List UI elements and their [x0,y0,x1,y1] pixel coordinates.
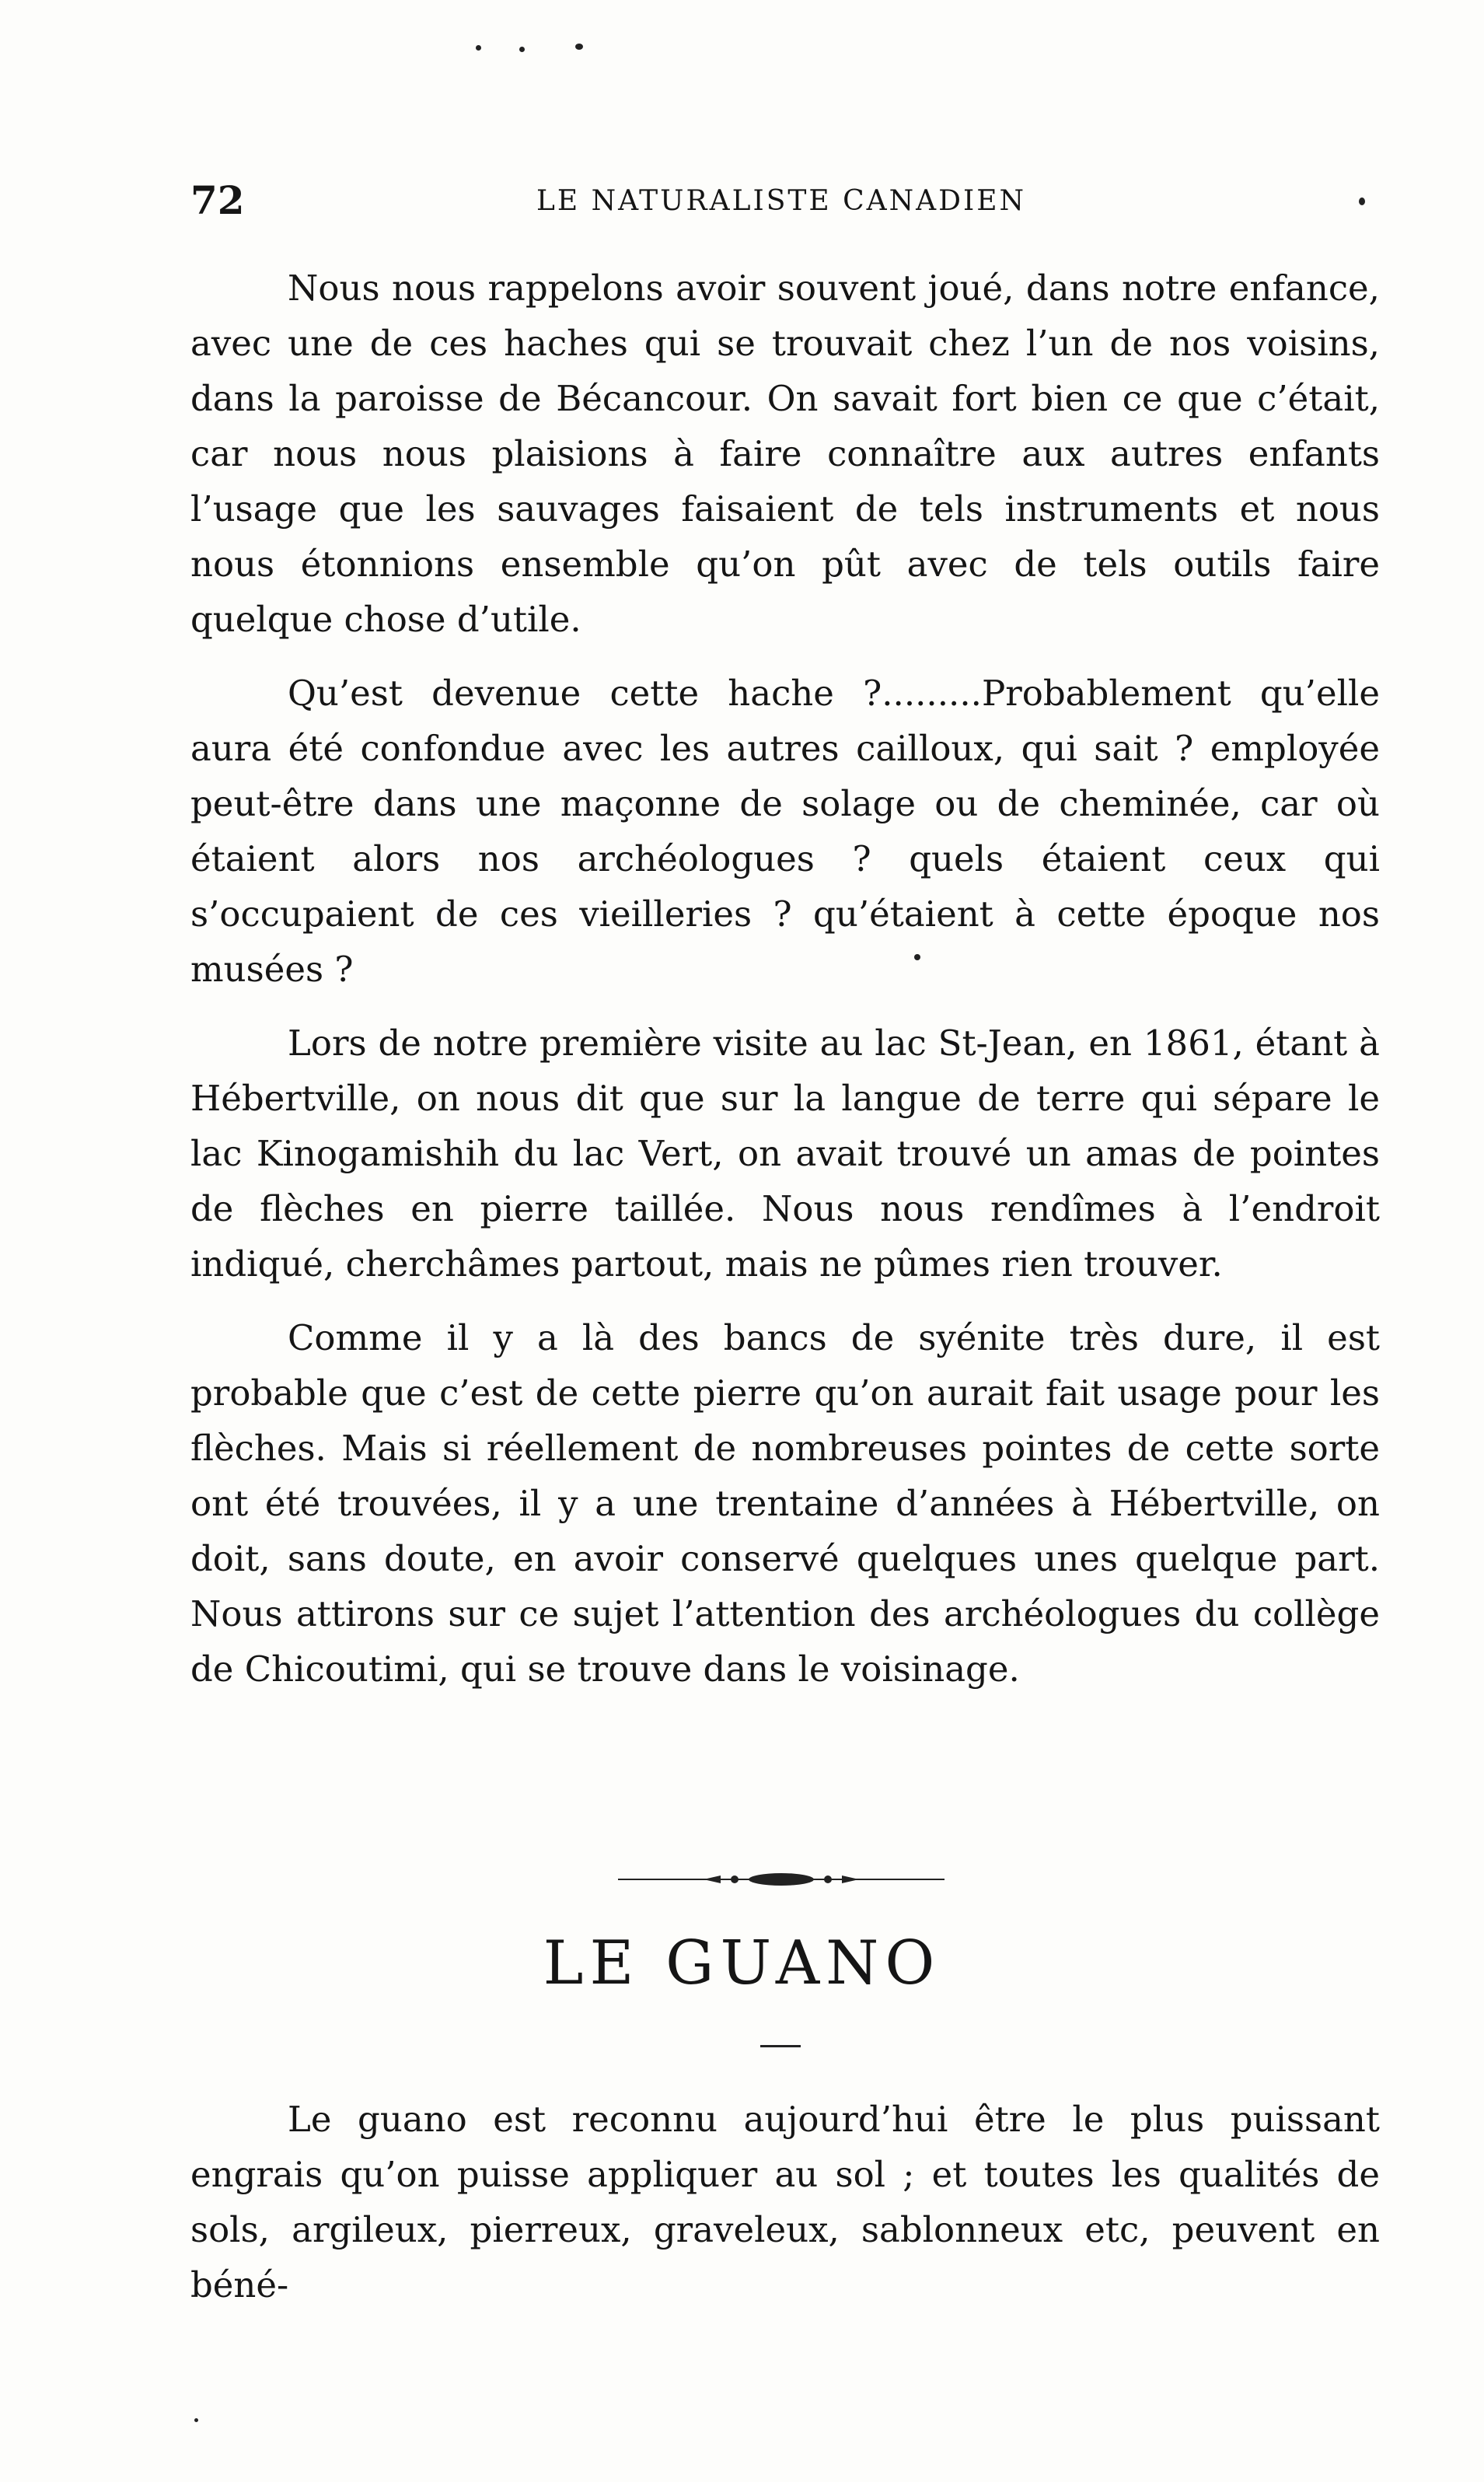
paragraph: Qu’est devenue cette hache ?.........Probablement qu’elle aura été confondue avec les autres cailloux, qui sait ? employée peut-être dans une maçonne de solage ou de cheminée, car où étaient alors nos archéologues ? quels étaient ceux qui s’occupaient de ces vieilleries ? qu’étaient à cette époque nos musées ? [190,673,1380,990]
paragraph: Lors de notre première visite au lac St-Jean, en 1861, étant à Hébertville, on nous dit que sur la langue de terre qui sépare le lac Kinogamishih du lac Vert, on avait trouvé un amas de pointes de flèches en pierre taillée. Nous nous rendîmes à l’endroit indiqué, cherchâmes partout, mais ne pûmes rien trouver. [190,1023,1380,1285]
section-title: LE GUANO [543,1928,941,1998]
print-speck [476,45,481,51]
running-title: LE NATURALISTE CANADIEN [536,185,1027,217]
section-divider-ornament [618,1870,945,1889]
section-body [190,2092,1380,2312]
print-speck [519,47,525,52]
paragraph: Nous nous rappelons avoir souvent joué, dans notre enfance, avec une de ces haches qui se trouvait chez l’un de nos voisins, dans la paroisse de Bécancour. On savait fort bien ce que c’était, car nous nous plaisions à faire connaître aux autres enfants l’usage que les sauvages faisaient de tels instruments et nous nous étonnions ensemble qu’on pût avec de tels outils faire quelque chose d’utile. [190,267,1380,640]
print-speck [194,2418,198,2422]
print-speck [575,44,583,50]
paragraph: Le guano est reconnu aujourd’hui être le plus puissant engrais qu’on puisse appliquer au sol ; et toutes les qualités de sols, argileux, pierreux, graveleux, sablonneux etc, peuvent en béné- [190,2099,1380,2305]
title-underline-rule [760,2045,801,2047]
page-number: 72 [190,177,245,223]
page-header [190,177,1372,224]
paragraph: Comme il y a là des bancs de syénite très dure, il est probable que c’est de cette pierre qu’on aurait fait usage pour les flèches. Mais si réellement de nombreuses pointes de cette sorte ont été trouvées, il y a une trentaine d’années à Hébertville, on doit, sans doute, en avoir conservé quelques unes quelque part. Nous attirons sur ce sujet l’attention des archéologues du collège de Chicoutimi, qui se trouve dans le voisinage. [190,1317,1380,1690]
article-body [190,260,1380,1715]
